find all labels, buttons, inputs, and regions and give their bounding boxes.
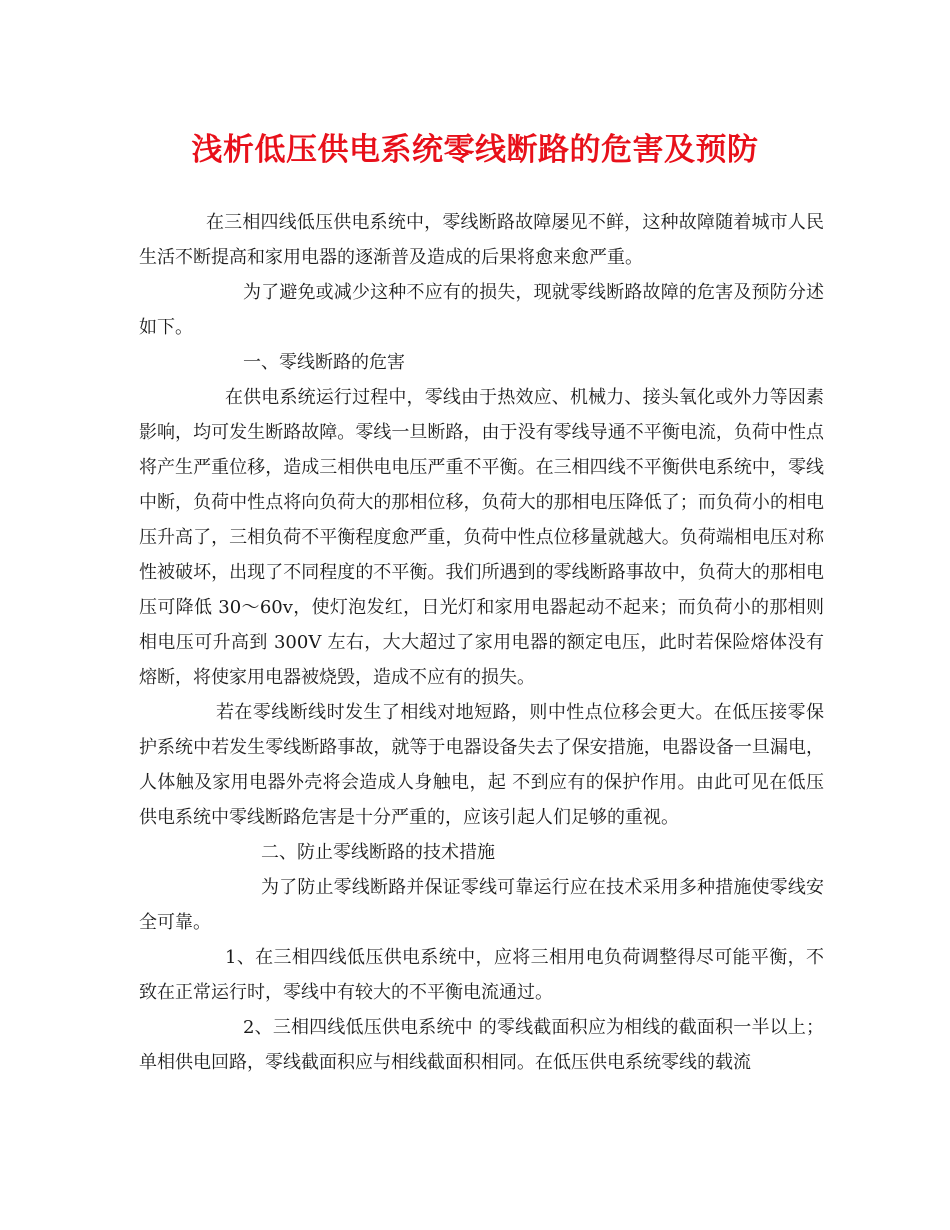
paragraph-short-circuit: 若在零线断线时发生了相线对地短路，则中性点位移会更大。在低压接零保护系统中若发生零线断路事故，就等于电器设备失去了保安措施，电器设备一旦漏电，人体触及家用电器外壳将会造成人身触电，起 不到应有的保护作用。由此可见在低压供电系统中零线断路危害是十分严重的，应该引起人们足够的重视。 bbox=[139, 702, 824, 828]
paragraph-hazards: 在供电系统运行过程中，零线由于热效应、机械力、接头氧化或外力等因素影响，均可发生断路故障。零线一旦断路，由于没有零线导通不平衡电流，负荷中性点将产生严重位移，造成三相供电电压严重不平衡。在三相四线不平衡供电系统中，零线中断，负荷中性点将向负荷大的那相位移，负荷大的那相电压降低了；而负荷小的相电压升高了，三相负荷不平衡程度愈严重，负荷中性点位移量就越大。负荷端相电压对称性被破坏，出现了不同程度的不平衡。我们所遇到的零线断路事故中，负荷大的那相电压可降低 30～60v，使灯泡发红，日光灯和家用电器起动不起来；而负荷小的那相则相电压可升高到 300V 左右，大大超过了家用电器的额定电压，此时若保险熔体没有熔断，将使家用电器被烧毁，造成不应有的损失。 bbox=[139, 387, 824, 688]
paragraph-measures-intro: 为了防止零线断路并保证零线可靠运行应在技术采用多种措施使零线安全可靠。 bbox=[139, 877, 824, 933]
list-item-measure-2: 2、三相四线低压供电系统中 的零线截面积应为相线的截面积一半以上；单相供电回路，零线截面积应与相线截面积相同。在低压供电系统零线的载流 bbox=[139, 1017, 824, 1073]
section-heading-hazards: 一、零线断路的危害 bbox=[243, 352, 405, 373]
document-body bbox=[139, 205, 824, 1080]
paragraph-intro: 在三相四线低压供电系统中，零线断路故障屡见不鲜，这种故障随着城市人民生活不断提高和家用电器的逐渐普及造成的后果将愈来愈严重。 bbox=[139, 212, 824, 268]
page-title: 浅析低压供电系统零线断路的危害及预防 bbox=[191, 132, 759, 168]
section-heading-measures: 二、防止零线断路的技术措施 bbox=[261, 842, 495, 863]
paragraph-purpose: 为了避免或减少这种不应有的损失，现就零线断路故障的危害及预防分述如下。 bbox=[139, 282, 824, 338]
list-item-measure-1: 1、在三相四线低压供电系统中，应将三相用电负荷调整得尽可能平衡，不致在正常运行时，零线中有较大的不平衡电流通过。 bbox=[139, 947, 824, 1003]
